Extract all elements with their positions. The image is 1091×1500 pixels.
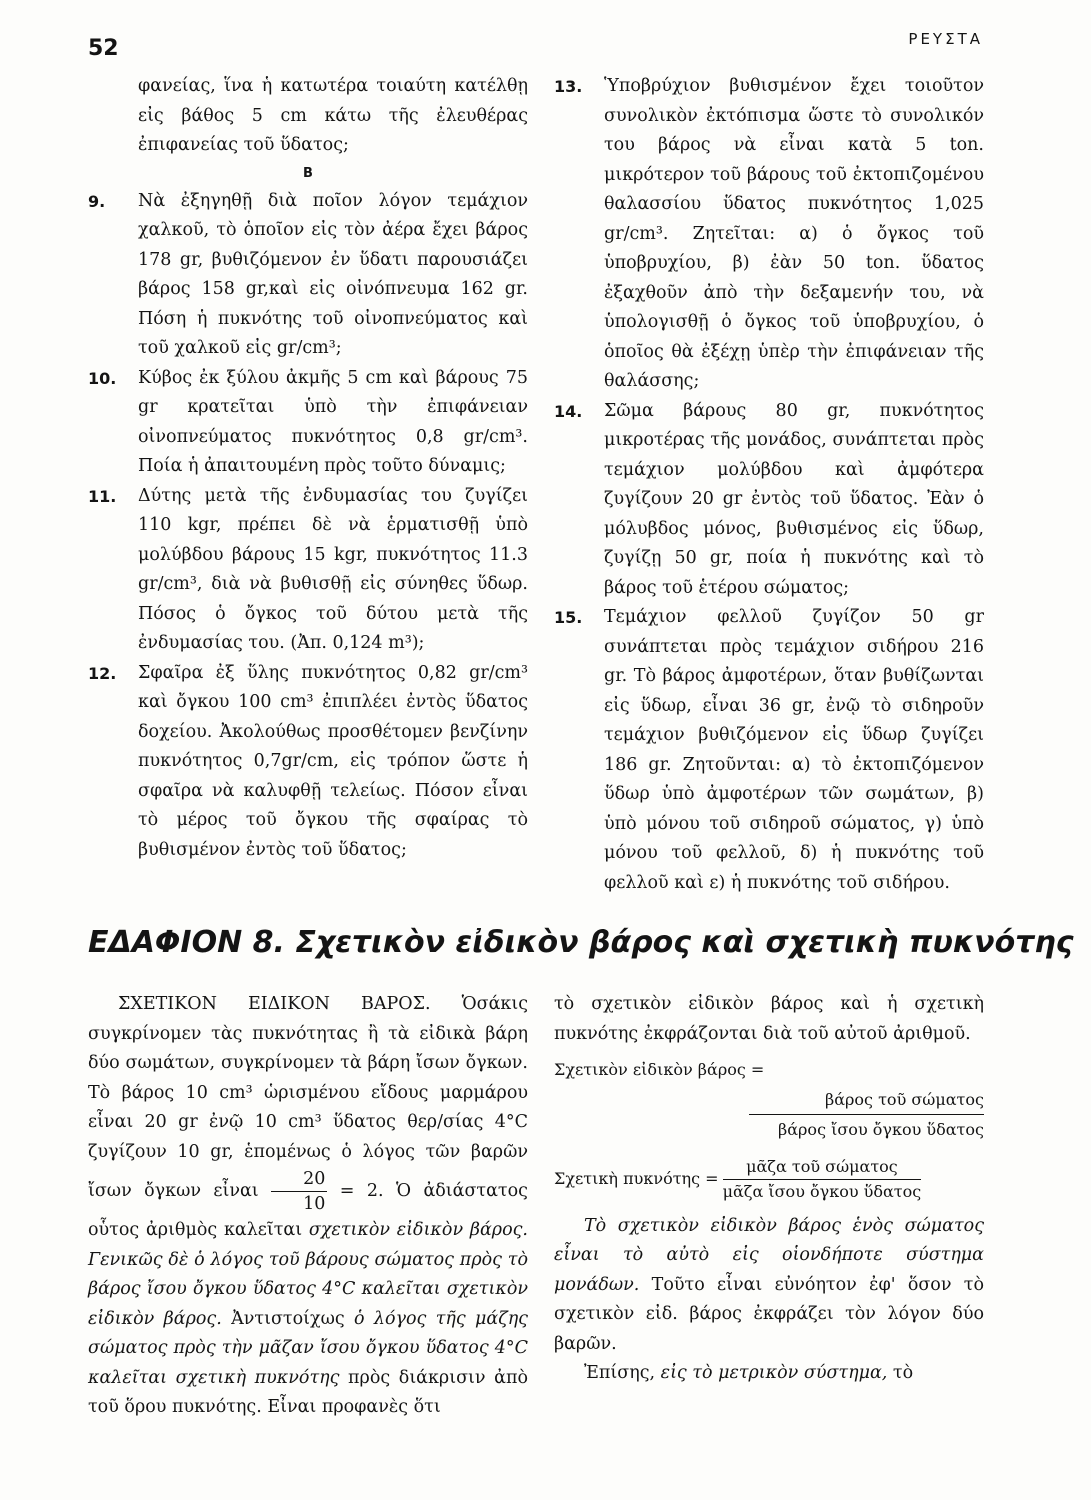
problem-number: 10. <box>88 368 117 388</box>
formula-fraction <box>723 1155 922 1204</box>
para-text: Ὁ ἀδιάστατος οὗτος ἀριθμὸς καλεῖται <box>88 1181 528 1240</box>
italic-definition: ὁ λόγος τῆς μάζης σώματος πρὸς τὴν μᾶζαν ἴσου ὄγκου ὕδατος 4°C καλεῖται σχετικὴ πυκνότης <box>88 1308 528 1388</box>
section-paragraph: τὸ σχετικὸν εἰδικὸν βάρος καὶ ἡ σχετικὴ πυκνότης ἐκφράζονται διὰ τοῦ αὐτοῦ ἀριθμοῦ. <box>554 994 984 1044</box>
left-column <box>88 72 528 865</box>
fraction-denominator: 10 <box>303 1194 326 1214</box>
italic-definition: Γενικῶς δὲ ὁ λόγος τοῦ βάρους σώματος πρὸς τὸ βάρος ἴσου ὄγκου ὕδατος 4°C καλεῖται σχετικὸν εἰδικὸν βάρος. <box>88 1249 528 1329</box>
page-number: 52 <box>88 36 119 61</box>
formula-fraction <box>554 1085 984 1145</box>
problem-text: Τεμάχιον φελλοῦ ζυγίζον 50 gr συνάπτεται πρὸς τεμάχιον σιδήρου 216 gr. Τὸ βάρος ἀμφοτέρων, ὅταν βυθίζωνται εἰς ὕδωρ, εἶναι 36 gr, ἐνῷ τὸ σιδηροῦν τεμάχιον βυθιζόμενον εἰς ὕδωρ ζυγίζει 186 gr. Ζητοῦνται: α) τὸ ἐκτοπιζόμενον ὕδωρ ὑπὸ ἀμφοτέρων τῶν σωμάτων, β) ὑπὸ μόνου τοῦ σιδηροῦ σώματος, γ) ὑπὸ μόνου τοῦ φελλοῦ, δ) ἡ πυκνότης τοῦ φελλοῦ καὶ ε) ἡ πυκνότης τοῦ σιδήρου. <box>604 607 984 893</box>
right-column <box>554 72 984 898</box>
para-text: Τοῦτο εἶναι εὐνόητον ἐφ' ὅσον τὸ σχετικὸν εἰδ. βάρος ἐκφράζει τὸν λόγον δύο βαρῶν. <box>554 1274 984 1354</box>
problem-13 <box>554 72 984 397</box>
formula-denominator: βάρος ἴσου ὄγκου ὕδατος <box>777 1120 984 1139</box>
equation-result: = 2. <box>339 1181 384 1201</box>
section-paragraph <box>554 1212 984 1360</box>
italic-term: σχετικὸν εἰδικὸν βάρος. <box>308 1220 528 1240</box>
problem-number: 13. <box>554 77 583 96</box>
problem-14 <box>554 397 984 604</box>
problem-11 <box>88 482 528 659</box>
relative-density-formula <box>554 1155 984 1204</box>
section-paragraph <box>554 1359 984 1389</box>
problem-number: 15. <box>554 608 583 627</box>
italic-phrase: εἰς τὸ μετρικὸν σύστημα, <box>660 1363 888 1383</box>
formula-denominator: μᾶζα ἴσου ὄγκου ὕδατος <box>722 1181 922 1201</box>
running-head: ΡΕΥΣΤΑ <box>908 30 983 48</box>
section-marker: B <box>303 165 313 181</box>
section-left-column <box>88 990 528 1423</box>
italic-statement: Τὸ σχετικὸν εἰδικὸν βάρος ἑνὸς σώματος εἶναι τὸ αὐτὸ εἰς οἱονδήποτε σύστημα μονάδων. <box>554 1215 984 1295</box>
para-text: τὸ <box>892 1363 914 1383</box>
section-heading: ΕΔΑΦΙΟΝ 8. Σχετικὸν εἰδικὸν βάρος καὶ σχετικὴ πυκνότης <box>88 925 1074 960</box>
problem-9 <box>88 187 528 364</box>
problem-text: Σῶμα βάρους 80 gr, πυκνότητος μικροτέρας τῆς μονάδος, συνάπτεται πρὸς τεμάχιον μολύβδου καὶ ἀμφότερα ζυγίζουν 20 gr ἐντὸς τοῦ ὕδατος. Ἐὰν ὁ μόλυβδος μόνος, βυθισμένος εἰς ὕδωρ, ζυγίζῃ 50 gr, ποία ἡ πυκνότης καὶ τὸ βάρος τοῦ ἑτέρου σώματος; <box>604 400 984 598</box>
problem-number: 11. <box>88 486 117 506</box>
problem-text: Δύτης μετὰ τῆς ἐνδυμασίας του ζυγίζει 110 kgr, πρέπει δὲ νὰ ἑρματισθῇ ὑπὸ μολύβδου βάρους 15 kgr, πυκνότητος 11.3 gr/cm³, διὰ νὰ βυθισθῇ εἰς σύνηθες ὕδωρ. Πόσος ὁ ὄγκος τοῦ δύτου μετὰ τῆς ἐνδυμασίας του. (Ἀπ. 0,124 m³); <box>138 485 528 653</box>
problem-12 <box>88 659 528 866</box>
para-text: Ἀντιστοίχως <box>231 1308 345 1329</box>
formula-numerator: μᾶζα τοῦ σώματος <box>723 1155 922 1180</box>
problem-number: 9. <box>88 191 106 211</box>
para-text: πρὸς διάκρισιν ἀπὸ τοῦ ὅρου πυκνότης. Εἶναι προφανὲς ὅτι <box>88 1367 528 1417</box>
para-text: Ἐπίσης, <box>584 1363 656 1383</box>
problem-number: 12. <box>88 663 117 683</box>
problem-text: Κύβος ἐκ ξύλου ἀκμῆς 5 cm καὶ βάρους 75 gr κρατεῖται ὑπὸ τὴν ἐπιφάνειαν οἰνοπνεύματος πυκνότητος 0,8 gr/cm³. Ποία ἡ ἀπαιτουμένη πρὸς τοῦτο δύναμις; <box>138 367 528 476</box>
problem-number: 14. <box>554 401 583 421</box>
fraction-numerator: 20 <box>271 1167 327 1192</box>
formula-label: Σχετικὴ πυκνότης = <box>554 1169 719 1189</box>
formula-numerator: βάρος τοῦ σώματος <box>824 1089 984 1109</box>
continuation-text: φανείας, ἵνα ἡ κατωτέρα τοιαύτη κατέλθῃ εἰς βάθος 5 cm κάτω τῆς ἐλευθέρας ἐπιφανείας τοῦ ὕδατος; <box>138 76 528 155</box>
problem-text: Νὰ ἐξηγηθῇ διὰ ποῖον λόγον τεμάχιον χαλκοῦ, τὸ ὁποῖον εἰς τὸν ἀέρα ἔχει βάρος 178 gr, βυθιζόμενον ἐν ὕδατι παρουσιάζει βάρος 158 gr,καὶ εἰς οἰνόπνευμα 162 gr. Πόση ἡ πυκνότης τοῦ οἰνοπνεύματος καὶ τοῦ χαλκοῦ εἰς gr/cm³; <box>138 190 528 358</box>
problem-text: Ὑποβρύχιον βυθισμένον ἔχει τοιοῦτον συνολικὸν ἐκτόπισμα ὥστε τὸ συνολικόν του βάρος νὰ εἶναι κατὰ 5 ton. μικρότερον τοῦ βάρους τοῦ ἐκτοπιζομένου θαλασσίου ὕδατος πυκνότητος 1,025 gr/cm³. Ζητεῖται: α) ὁ ὄγκος τοῦ ὑποβρυχίου, β) ἐὰν 50 ton. ὕδατος ἐξαχθοῦν ἀπὸ τὴν δεξαμενήν του, νὰ ὑπολογισθῇ ὁ ὄγκος τοῦ ὑποβρυχίου, ὁ ὁποῖος θὰ ἐξέχῃ ὑπὲρ τὴν ἐπιφάνειαν τῆς θαλάσσης; <box>604 76 984 391</box>
problem-15 <box>554 603 984 898</box>
para-text: ΣΧΕΤΙΚΟΝ ΕΙΔΙΚΟΝ ΒΑΡΟΣ. Ὁσάκις συγκρίνομεν τὰς πυκνότητας ἢ τὰ εἰδικὰ βάρη δύο σωμάτων, συγκρίνομεν τὰ βάρη ἴσων ὄγκων. Τὸ βάρος 10 cm³ ὡρισμένου εἴδους μαρμάρου εἶναι 20 gr ἐνῷ 10 cm³ ὕδατος θερ/σίας 4°C ζυγίζουν 10 gr, ἑπομένως ὁ λόγος τῶν βαρῶν ἴσων ὄγκων εἶναι <box>88 994 528 1201</box>
ratio-fraction <box>271 1167 327 1216</box>
problem-10 <box>88 364 528 482</box>
section-paragraph <box>88 990 528 1423</box>
section-right-column <box>554 990 984 1389</box>
problem-text: Σφαῖρα ἐξ ὕλης πυκνότητος 0,82 gr/cm³ καὶ ὄγκου 100 cm³ ἐπιπλέει ἐντὸς ὕδατος δοχείου. Ἀκολούθως προσθέτομεν βενζίνην πυκνότητος 0,7gr/cm, εἰς τρόπον ὥστε ἡ σφαῖρα νὰ καλυφθῇ τελείως. Πόσον εἶναι τὸ μέρος τοῦ ὄγκου τῆς σφαίρας τὸ βυθισμένον ἐντὸς τοῦ ὕδατος; <box>138 662 528 860</box>
specific-gravity-formula <box>554 1055 984 1145</box>
formula-label: Σχετικὸν εἰδικὸν βάρος = <box>554 1060 765 1079</box>
